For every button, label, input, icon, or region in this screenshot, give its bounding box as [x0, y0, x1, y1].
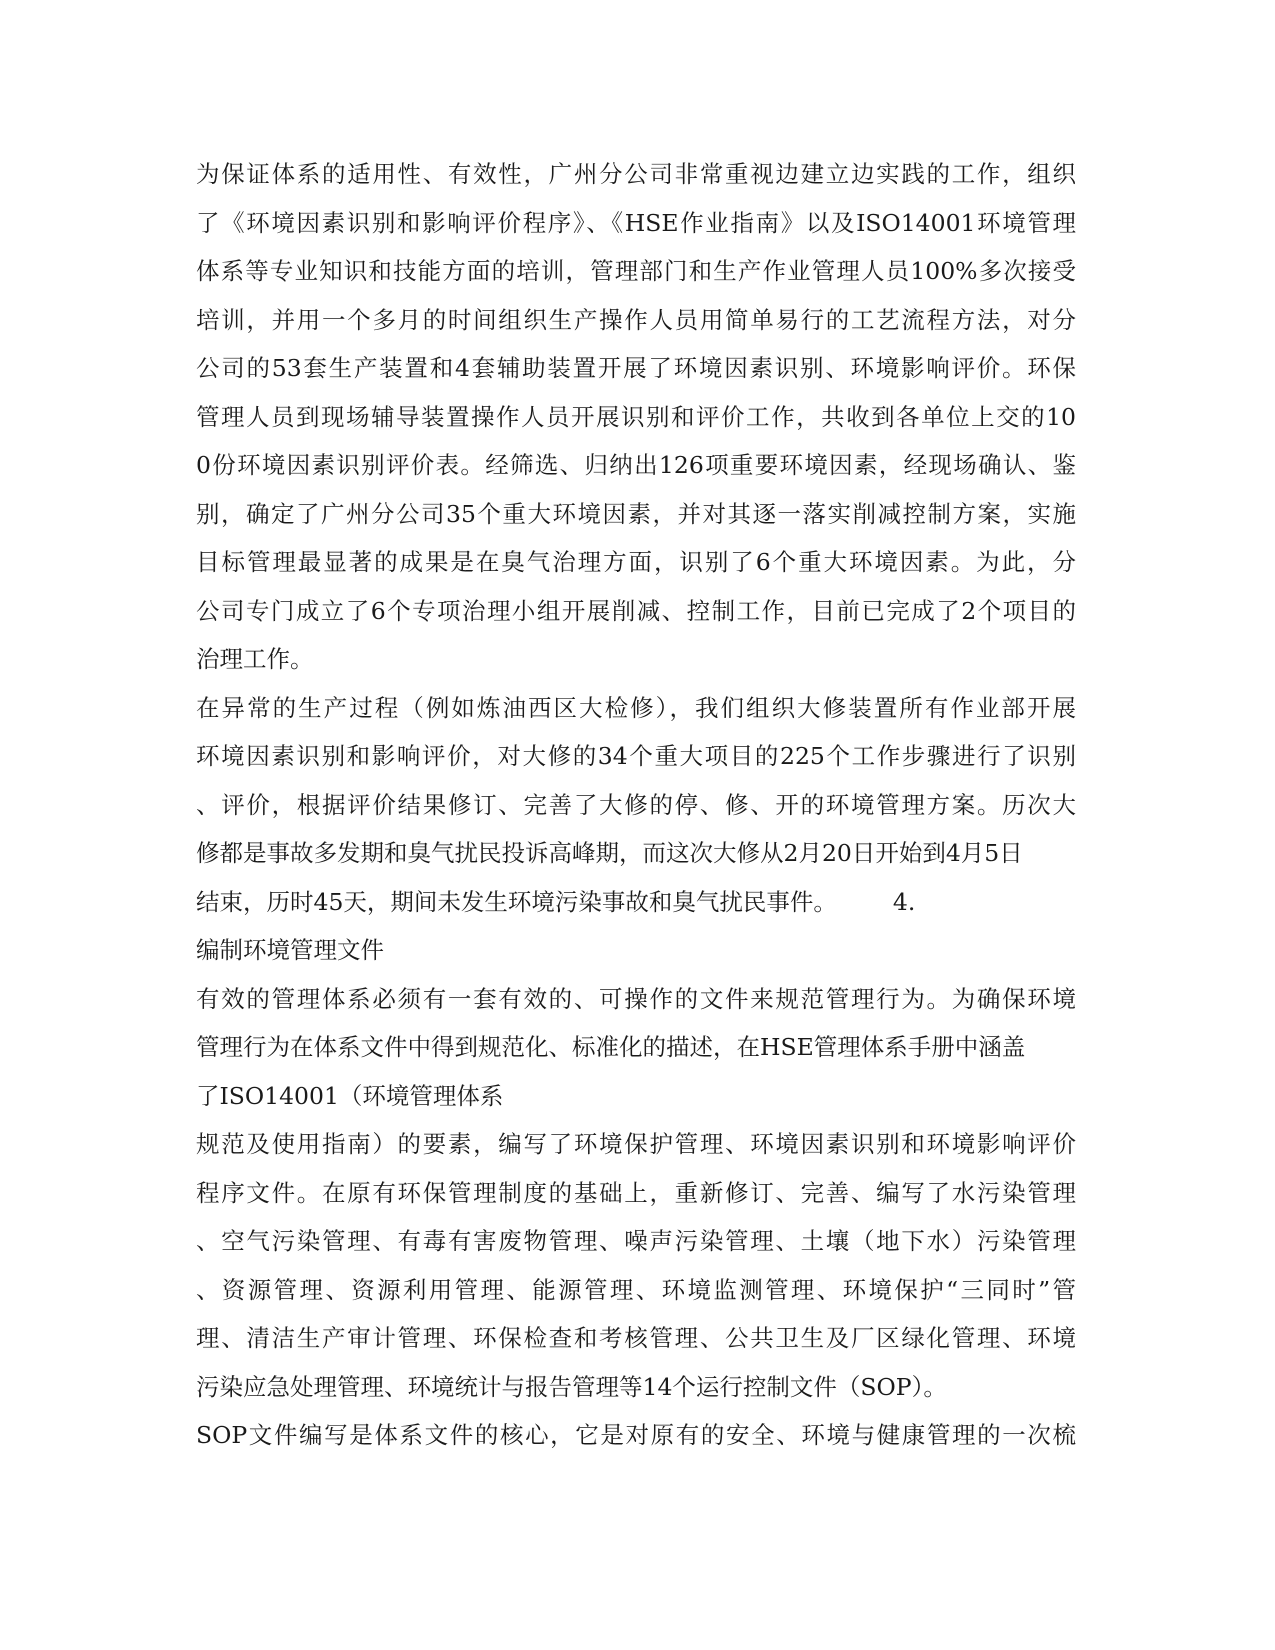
text-line-content: 污染应急处理管理、环境统计与报告管理等14个运行控制文件（SOP）。	[196, 1372, 947, 1401]
text-line-content: 修都是事故多发期和臭气扰民投诉高峰期，而这次大修从2月20日开始到4月5日	[196, 839, 1023, 867]
text-line	[196, 490, 1076, 539]
text-line	[196, 926, 1076, 975]
text-line	[196, 538, 1076, 587]
text-line-content: 别，确定了广州分公司35个重大环境因素，并对其逐一落实削减控制方案，实施	[196, 499, 1076, 528]
text-line-content: 编制环境管理文件	[196, 936, 384, 964]
text-line	[196, 684, 1076, 733]
text-line	[196, 975, 1076, 1024]
text-line-content: 0份环境因素识别评价表。经筛选、归纳出126项重要环境因素，经现场确认、鉴	[196, 451, 1076, 479]
text-line	[196, 1169, 1076, 1218]
text-line	[196, 344, 1076, 393]
text-line	[196, 1314, 1076, 1363]
text-line	[196, 393, 1076, 442]
text-line	[196, 829, 1076, 878]
text-line-content: 体系等专业知识和技能方面的培训，管理部门和生产作业管理人员100%多次接受	[196, 257, 1076, 285]
text-line-content: 规范及使用指南）的要素，编写了环境保护管理、环境因素识别和环境影响评价	[196, 1130, 1076, 1158]
text-line	[196, 878, 1076, 927]
text-line	[196, 1217, 1076, 1266]
text-line-content: 目标管理最显著的成果是在臭气治理方面，识别了6个重大环境因素。为此，分	[196, 548, 1076, 576]
text-line-content: 治理工作。	[196, 645, 314, 673]
text-line-content: 管理行为在体系文件中得到规范化、标准化的描述，在HSE管理体系手册中涵盖	[196, 1033, 1026, 1061]
text-line-content: 为保证体系的适用性、有效性，广州分公司非常重视边建立边实践的工作，组织	[196, 160, 1076, 188]
text-line	[196, 732, 1076, 781]
text-line-content: 环境因素识别和影响评价，对大修的34个重大项目的225个工作步骤进行了识别	[196, 742, 1076, 770]
text-line-content: SOP文件编写是体系文件的核心，它是对原有的安全、环境与健康管理的一次梳	[196, 1421, 1076, 1449]
text-line	[196, 247, 1076, 296]
text-line	[196, 296, 1076, 345]
text-line	[196, 199, 1076, 248]
text-line-content: 理、清洁生产审计管理、环保检查和考核管理、公共卫生及厂区绿化管理、环境	[196, 1324, 1076, 1352]
text-line	[196, 1072, 1076, 1121]
text-line-content: 、评价，根据评价结果修订、完善了大修的停、修、开的环境管理方案。历次大	[196, 790, 1076, 819]
text-line-content: 了《环境因素识别和影响评价程序》、《HSE作业指南》以及ISO14001环境管理	[196, 208, 1076, 237]
text-line	[196, 587, 1076, 636]
text-line	[196, 441, 1076, 490]
text-line	[196, 1411, 1076, 1460]
text-line-content: 培训，并用一个多月的时间组织生产操作人员用简单易行的工艺流程方法，对分	[196, 305, 1076, 334]
document-body	[196, 150, 1076, 1460]
text-line-content: 公司的53套生产装置和4套辅助装置开展了环境因素识别、环境影响评价。环保	[196, 354, 1076, 382]
text-line-content: 结束，历时45天，期间未发生环境污染事故和臭气扰民事件。	[196, 887, 837, 916]
text-line-content: 程序文件。在原有环保管理制度的基础上，重新修订、完善、编写了水污染管理	[196, 1178, 1076, 1207]
text-line	[196, 1120, 1076, 1169]
text-line	[196, 1023, 1076, 1072]
text-line-content: 管理人员到现场辅导装置操作人员开展识别和评价工作，共收到各单位上交的10	[196, 402, 1076, 431]
text-line-content: 了ISO14001（环境管理体系	[196, 1081, 504, 1110]
text-line	[196, 1266, 1076, 1315]
text-line	[196, 635, 1076, 684]
text-line-content: 、资源管理、资源利用管理、能源管理、环境监测管理、环境保护“三同时”管	[196, 1275, 1076, 1304]
text-line-content: 、空气污染管理、有毒有害废物管理、噪声污染管理、土壤（地下水）污染管理	[196, 1227, 1076, 1255]
text-line	[196, 781, 1076, 830]
text-line-content: 有效的管理体系必须有一套有效的、可操作的文件来规范管理行为。为确保环境	[196, 984, 1076, 1013]
text-line-content: 在异常的生产过程（例如炼油西区大检修），我们组织大修装置所有作业部开展	[196, 693, 1076, 722]
section-number: 4.	[892, 887, 916, 916]
text-line	[196, 150, 1076, 199]
text-line-content: 公司专门成立了6个专项治理小组开展削减、控制工作，目前已完成了2个项目的	[196, 596, 1076, 625]
text-line	[196, 1363, 1076, 1412]
